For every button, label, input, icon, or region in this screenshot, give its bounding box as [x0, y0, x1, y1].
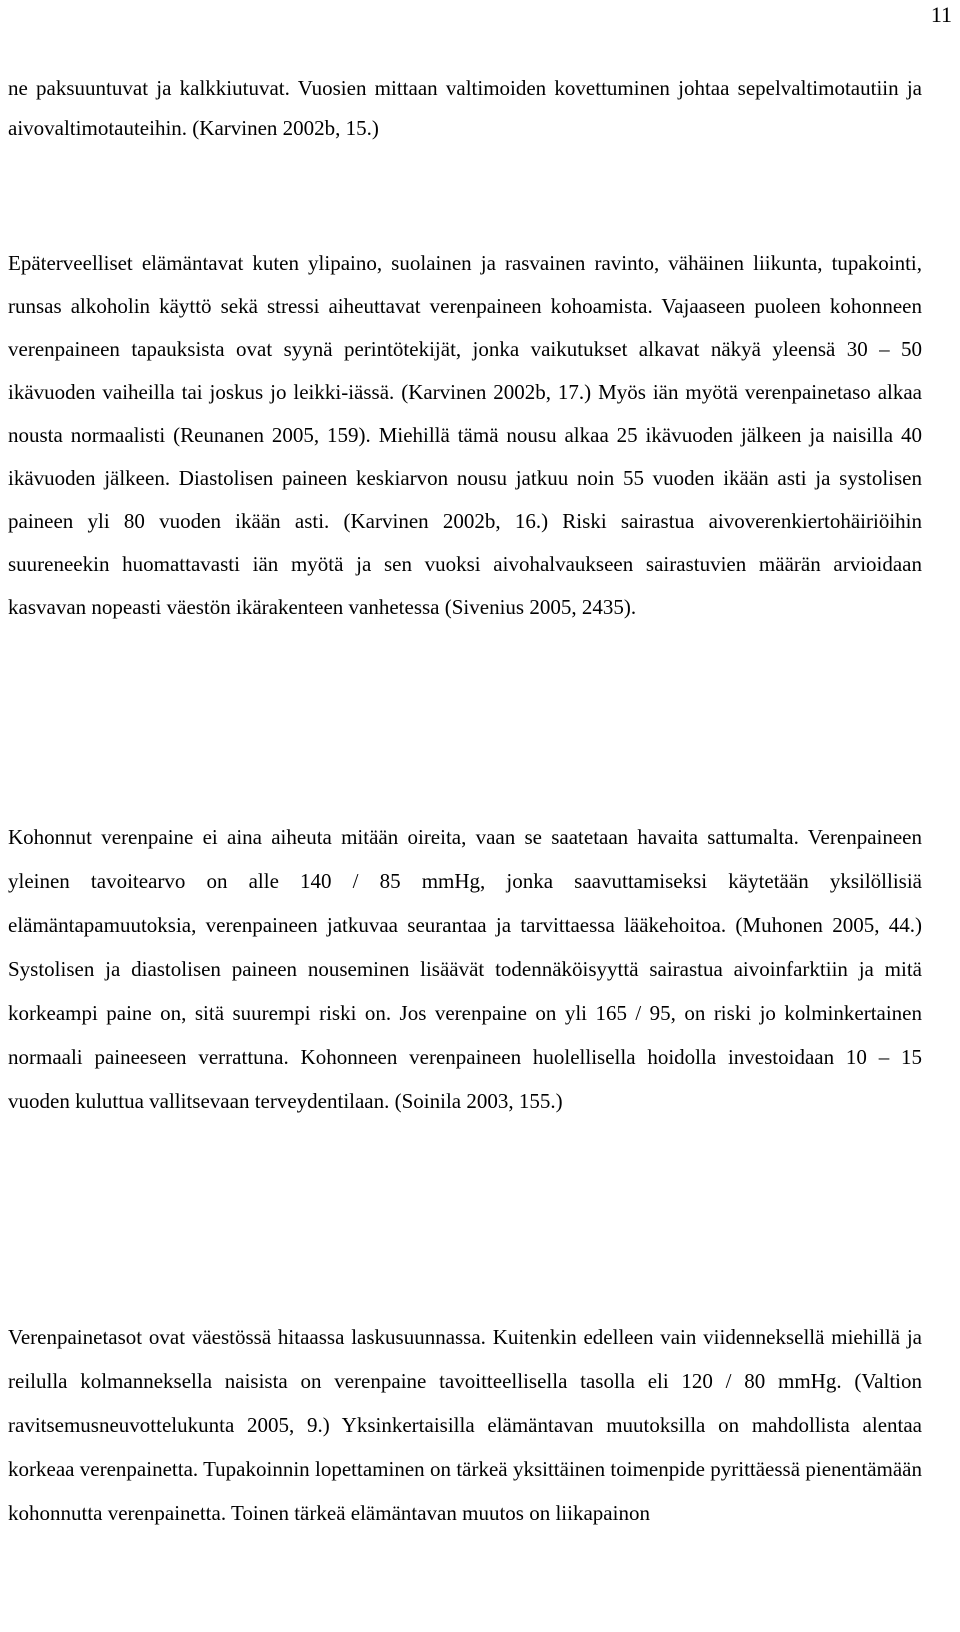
paragraph-3: Kohonnut verenpaine ei aina aiheuta mitään oireita, vaan se saatetaan havaita sattumalta. Verenpaineen yleinen tavoitearvo on alle 140 / 85 mmHg, jonka saavuttamiseksi käytetään yksilöllisiä elämäntapamuutoksia, verenpaineen jatkuvaa seurantaa ja tarvittaessa lääkehoitoa. (Muhonen 2005, 44.) Systolisen ja diastolisen paineen nouseminen lisäävät todennäköisyyttä sairastua aivoinfarktiin ja mitä korkeampi paine on, sitä suurempi riski on. Jos verenpaine on yli 165 / 95, on riski jo kolminkertainen normaali paineeseen verrattuna. Kohonneen verenpaineen huolellisella hoidolla investoidaan 10 – 15 vuoden kuluttua vallitsevaan terveydentilaan. (Soinila 2003, 155.): [8, 825, 922, 1113]
page-number: 11: [930, 2, 952, 27]
paragraph-4: Verenpainetasot ovat väestössä hitaassa laskusuunnassa. Kuitenkin edelleen vain viidenneksellä miehillä ja reilulla kolmanneksella naisista on verenpaine tavoitteellisella tasolla eli 120 / 80 mmHg. (Valtion ravitsemusneuvottelukunta 2005, 9.) Yksinkertaisilla elämäntavan muutoksilla on mahdollista alentaa korkeaa verenpainetta. Tupakoinnin lopettaminen on tärkeä yksittäinen toimenpide pyrittäessä pienentämään kohonnutta verenpainetta. Toinen tärkeä elämäntavan muutos on liikapainon: [8, 1325, 922, 1525]
paragraph-1: ne paksuuntuvat ja kalkkiutuvat. Vuosien mittaan valtimoiden kovettuminen johtaa sepelvaltimotautiin ja aivovaltimotauteihin. (Karvinen 2002b, 15.): [8, 76, 922, 140]
paragraph-2: Epäterveelliset elämäntavat kuten ylipaino, suolainen ja rasvainen ravinto, vähäinen liikunta, tupakointi, runsas alkoholin käyttö sekä stressi aiheuttavat verenpaineen kohoamista. Vajaaseen puoleen kohonneen verenpaineen tapauksista ovat syynä perintötekijät, jonka vaikutukset alkavat näkyä yleensä 30 – 50 ikävuoden vaiheilla tai joskus jo leikki-iässä. (Karvinen 2002b, 17.) Myös iän myötä verenpainetaso alkaa nousta normaalisti (Reunanen 2005, 159). Miehillä tämä nousu alkaa 25 ikävuoden jälkeen ja naisilla 40 ikävuoden jälkeen. Diastolisen paineen keskiarvon nousu jatkuu noin 55 vuoden ikään asti ja systolisen paineen yli 80 vuoden ikään asti. (Karvinen 2002b, 16.) Riski sairastua aivoverenkiertohäiriöihin suureneekin huomattavasti iän myötä ja sen vuoksi aivohalvaukseen sairastuvien määrän arvioidaan kasvavan nopeasti väestön ikärakenteen vanhetessa (Sivenius 2005, 2435).: [8, 251, 922, 619]
